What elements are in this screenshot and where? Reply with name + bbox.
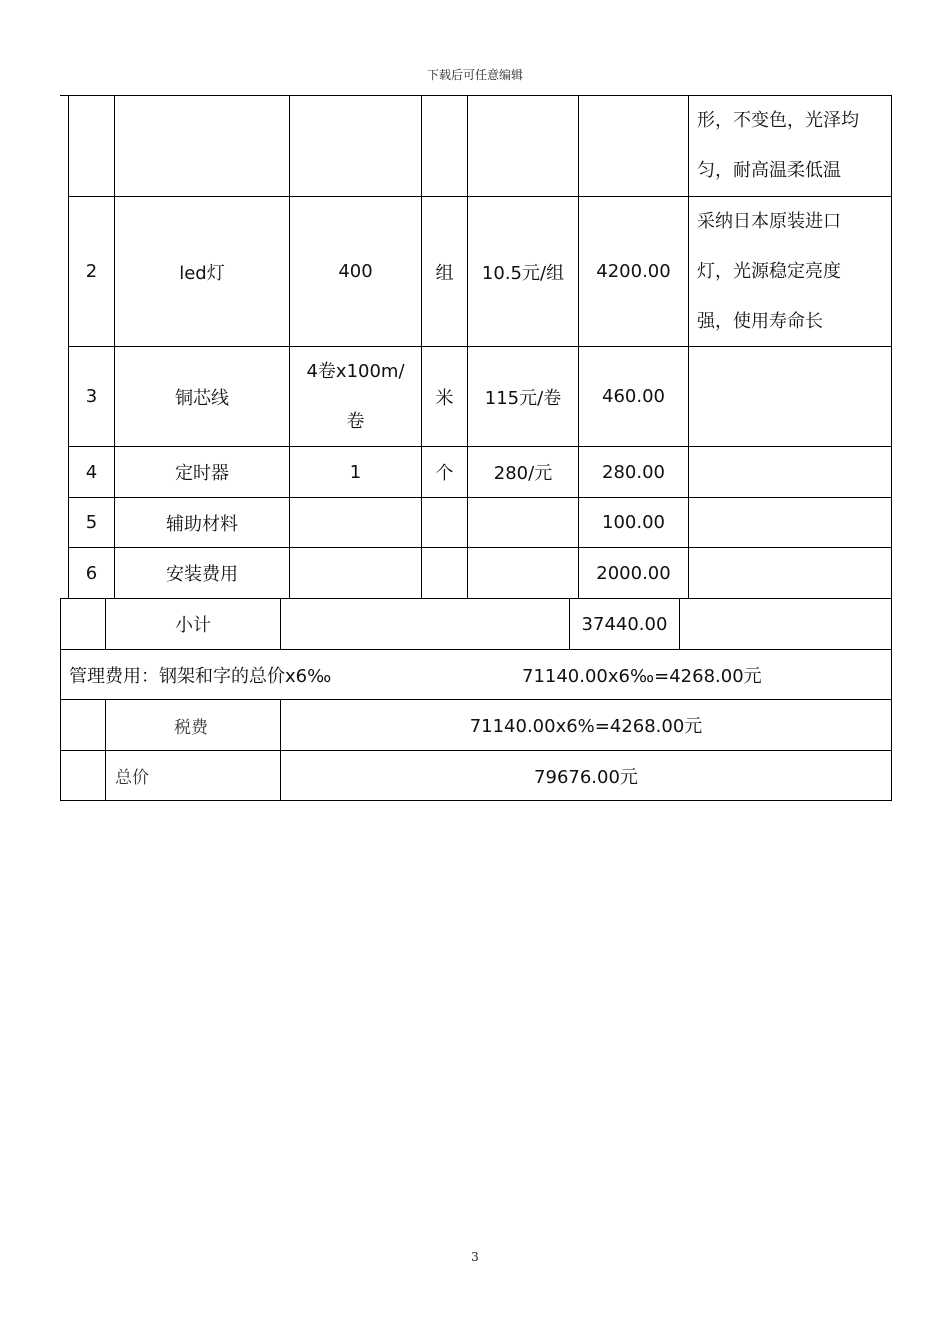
total-value: 79676.00元 bbox=[534, 766, 638, 788]
table-cell-no: 4 bbox=[85, 461, 98, 483]
table-cell-note bbox=[689, 197, 891, 346]
table-cell-name: led灯 bbox=[179, 262, 225, 284]
note-line: 强，使用寿命长 bbox=[697, 311, 823, 332]
table-cell-price: 10.5元/组 bbox=[481, 262, 565, 284]
table-cell-name: 定时器 bbox=[175, 463, 229, 484]
page-number: 3 bbox=[471, 1250, 479, 1264]
table-cell-unit: 组 bbox=[435, 262, 454, 284]
management-fee-label: 管理费用：钢架和字的总价x6‰ bbox=[69, 665, 332, 687]
table-cell-no: 3 bbox=[85, 386, 98, 407]
qty-line: 卷 bbox=[346, 410, 365, 432]
table-cell-name: 安装费用 bbox=[166, 564, 238, 585]
note-line: 采纳日本原装进口 bbox=[697, 211, 841, 232]
table-cell-no: 2 bbox=[85, 261, 98, 282]
rule bbox=[679, 598, 680, 649]
table-cell-name: 铜芯线 bbox=[175, 387, 229, 409]
note-line: 形，不变色，光泽均 bbox=[697, 110, 859, 131]
table-cell-amount: 2000.00 bbox=[596, 562, 671, 584]
total-label: 总价 bbox=[115, 768, 149, 788]
page-header: 下载后可任意编辑 bbox=[426, 68, 523, 82]
note-line: 灯，光源稳定亮度 bbox=[697, 261, 841, 282]
table-cell-no: 6 bbox=[85, 562, 98, 584]
tax-label: 税费 bbox=[174, 717, 208, 738]
rule bbox=[280, 598, 281, 649]
table-cell-qty bbox=[290, 347, 421, 446]
subtotal-amount: 37440.00 bbox=[581, 613, 668, 635]
rule bbox=[891, 95, 892, 801]
table-cell-amount: 280.00 bbox=[602, 461, 665, 483]
table-cell-price: 280/元 bbox=[493, 463, 553, 484]
table-cell-no: 5 bbox=[85, 512, 98, 533]
table-cell-qty: 1 bbox=[349, 461, 362, 483]
subtotal-label: 小计 bbox=[175, 615, 211, 636]
table-cell-price: 115元/卷 bbox=[484, 387, 562, 409]
management-fee-value: 71140.00x6‰=4268.00元 bbox=[522, 665, 762, 687]
note-line: 匀，耐高温柔低温 bbox=[697, 160, 841, 181]
table-cell-amount: 100.00 bbox=[602, 512, 665, 533]
qty-line: 4卷x100m/ bbox=[306, 360, 405, 382]
table-cell-note bbox=[689, 96, 891, 196]
table-cell-name: 辅助材料 bbox=[166, 513, 238, 535]
rule bbox=[60, 598, 61, 801]
rule bbox=[60, 800, 892, 801]
table-cell-unit: 个 bbox=[435, 463, 454, 484]
table-cell-unit: 米 bbox=[435, 387, 454, 409]
tax-value: 71140.00x6%=4268.00元 bbox=[469, 716, 703, 737]
table-cell-qty: 400 bbox=[338, 261, 373, 282]
table-cell-amount: 460.00 bbox=[602, 386, 665, 407]
table-cell-amount: 4200.00 bbox=[596, 261, 671, 282]
